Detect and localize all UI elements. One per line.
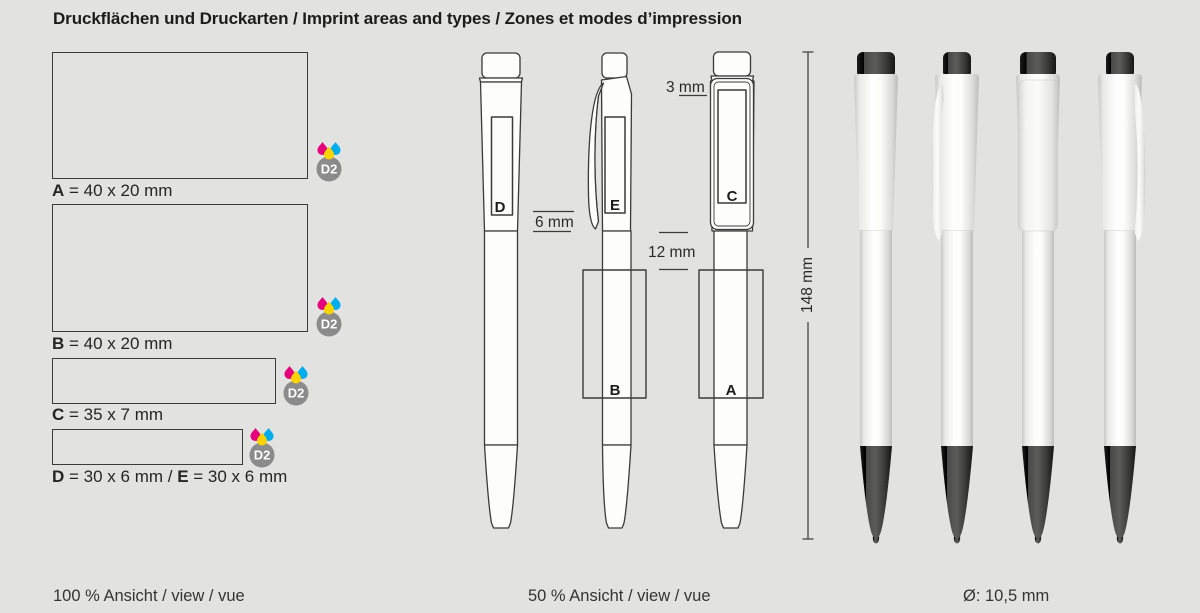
pen-lower-barrel <box>485 231 518 445</box>
pen-tip <box>1022 446 1054 538</box>
imprint-area-c-caption <box>52 405 163 425</box>
pen-clip-face <box>711 79 754 230</box>
pen-tip <box>941 446 973 538</box>
dimension-length: 148 mm <box>799 257 816 313</box>
dimension-front-gap: 6 mm <box>535 214 574 231</box>
scale-note-left: 100 % Ansicht / view / vue <box>53 587 245 605</box>
pen-photo-panel <box>830 40 1200 560</box>
pen-tip-cone <box>485 445 518 528</box>
pen-push-button <box>602 53 627 78</box>
pen-cap <box>854 74 898 230</box>
dimension-lower-gap: 12 mm <box>648 244 696 261</box>
pen-photo-side-left-view <box>932 52 979 544</box>
imprint-area-b-dims: = 40 x 20 mm <box>64 334 173 353</box>
pen-barrel <box>1104 231 1136 447</box>
dimension-lines <box>533 52 814 539</box>
imprint-area-b-letter: B <box>52 334 65 353</box>
pen-tip <box>860 446 892 538</box>
imprint-area-c-dims: = 35 x 7 mm <box>64 405 164 424</box>
pen-tip <box>1104 446 1136 538</box>
badge-label: D2 <box>320 316 338 332</box>
badge-label: D2 <box>287 385 305 401</box>
scale-note-middle: 50 % Ansicht / view / vue <box>528 587 711 605</box>
badge-label: D2 <box>320 161 338 177</box>
imprint-area-d-dims: = 30 x 6 mm / <box>64 467 178 486</box>
pen-lower-barrel <box>714 231 747 445</box>
imprint-area-a-letter: A <box>52 181 65 200</box>
imprint-area-e-letter: E <box>177 467 189 486</box>
imprint-area-c-box <box>52 358 276 404</box>
diameter-note: Ø: 10,5 mm <box>963 587 1050 605</box>
imprint-area-b-caption <box>52 334 172 354</box>
pen-lower-barrel <box>603 231 632 445</box>
imprint-area-a-dims: = 40 x 20 mm <box>64 181 173 200</box>
imprint-area-b-box <box>52 204 308 332</box>
pen-tip-cone <box>714 445 747 528</box>
d2-print-type-icon <box>316 142 342 182</box>
pen-barrel <box>941 231 973 447</box>
pen-photo-side-right-view <box>1098 52 1145 544</box>
imprint-area-a-box <box>52 52 308 179</box>
zone-label-e: E <box>609 197 621 214</box>
pen-push-button <box>482 53 520 78</box>
pen-drawing-front-view <box>480 53 523 528</box>
imprint-area-de-caption <box>52 467 287 487</box>
imprint-area-d-letter: D <box>52 467 65 486</box>
d2-print-type-icon <box>283 366 309 406</box>
pen-push-button <box>714 52 751 76</box>
pen-drawing-back-view <box>711 52 755 528</box>
zone-label-d: D <box>494 199 506 216</box>
pen-photo-front-view <box>854 52 898 544</box>
dimension-top-gap: 3 mm <box>666 79 705 96</box>
pen-drawing-side-view <box>588 53 631 528</box>
page-title: Druckflächen und Druckarten / Imprint areas and types / Zones et modes d’impression <box>53 9 742 28</box>
zone-label-a: A <box>725 382 737 399</box>
pen-photo-back-view <box>1016 52 1060 544</box>
imprint-area-de-box <box>52 429 243 465</box>
imprint-area-c-letter: C <box>52 405 65 424</box>
d2-print-type-icon <box>316 297 342 337</box>
pen-tip-cone <box>603 445 632 528</box>
zone-label-b: B <box>609 382 621 399</box>
imprint-area-a-caption <box>52 181 172 201</box>
d2-print-type-icon <box>249 428 275 468</box>
badge-label: D2 <box>253 447 271 463</box>
imprint-area-e-dims: = 30 x 6 mm <box>188 467 288 486</box>
pen-clip-face <box>1019 80 1058 231</box>
pen-barrel <box>1022 231 1054 447</box>
pen-line-drawing-panel <box>460 40 830 560</box>
zone-label-c: C <box>726 188 738 205</box>
pen-barrel <box>860 231 892 447</box>
